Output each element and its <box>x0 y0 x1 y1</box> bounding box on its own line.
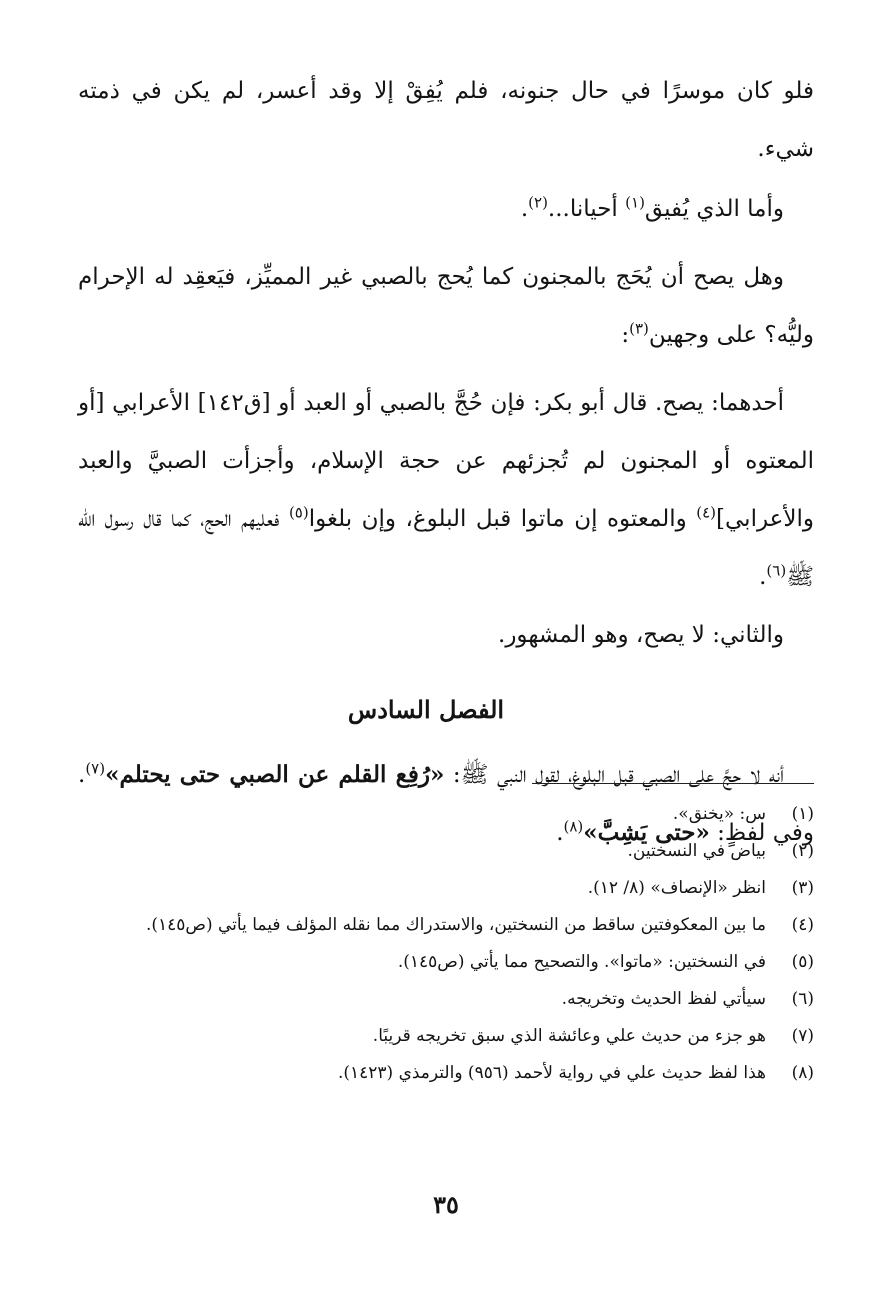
footnote-ref-4[interactable]: (٤) <box>696 503 717 522</box>
paragraph-6-text-a: أنه لا حجَّ على الصبي قبل البلوغ، لقول النبي ﷺ: <box>444 762 784 788</box>
footnote-ref-7[interactable]: (٧) <box>85 759 106 778</box>
paragraph-4-text-d: . <box>759 564 767 590</box>
page-body <box>78 62 814 1262</box>
footnotes-list <box>78 798 814 1094</box>
footnote-divider <box>532 783 814 784</box>
footnote-text: هو جزء من حديث علي وعائشة الذي سبق تخريجه قريبًا. <box>372 1026 766 1046</box>
paragraph-3 <box>78 248 814 364</box>
hadith-quote-2: «حتى يَشِبَّ» <box>583 819 710 846</box>
footnote-number: (٨) <box>791 1063 814 1083</box>
footnote-ref-5[interactable]: (٥) <box>288 503 309 522</box>
footnote-ref-1[interactable]: (١) <box>625 193 645 212</box>
footnote-text: س: «يخنق». <box>672 804 766 824</box>
paragraph-5 <box>78 606 814 664</box>
footnote-text: في النسختين: «ماتوا». والتصحيح مما يأتي (ص١٤٥). <box>397 952 766 972</box>
footnote-item <box>78 835 814 868</box>
paragraph-4 <box>78 374 814 606</box>
footnote-item <box>78 983 814 1016</box>
paragraph-2-text-b: أحيانا... <box>547 196 626 222</box>
footnote-item <box>78 1020 814 1053</box>
footnote-number: (٥) <box>791 952 814 972</box>
footnote-number: (٦) <box>791 989 814 1009</box>
paragraph-2-text-c: . <box>520 196 529 222</box>
footnote-number: (٧) <box>791 1026 814 1046</box>
paragraph-6-text-c: . <box>556 820 564 846</box>
paragraph-4-text-c: فعليهم الحج، كما قال رسول الله ﷺ <box>78 506 814 590</box>
footnote-item <box>78 909 814 942</box>
footnote-number: (١) <box>791 804 814 824</box>
footnote-text: ما بين المعكوفتين ساقط من النسختين، والاستدراك مما نقله المؤلف فيما يأتي (ص١٤٥). <box>145 915 766 935</box>
footnote-text: بياض في النسختين. <box>627 841 766 861</box>
footnote-item <box>78 946 814 979</box>
footnote-text: سيأتي لفظ الحديث وتخريجه. <box>561 989 766 1009</box>
footnote-number: (٣) <box>791 878 814 898</box>
paragraph-6-text-b: . وفي لفظٍ: <box>78 762 814 846</box>
footnote-text: انظر «الإنصاف» (٨/ ١٢). <box>587 878 766 898</box>
footnote-number: (٤) <box>791 915 814 935</box>
paragraph-1-text: فلو كان موسرًا في حال جنونه، فلم يُفِقْ إلا وقد أعسر، لم يكن في ذمته شيء. <box>78 78 814 162</box>
section-heading: الفصل السادس <box>347 695 505 724</box>
footnote-text: هذا لفظ حديث علي في رواية لأحمد (٩٥٦) والترمذي (١٤٢٣). <box>337 1063 766 1083</box>
footnote-ref-2[interactable]: (٢) <box>528 193 548 212</box>
footnote-ref-6[interactable]: (٦) <box>766 561 787 580</box>
footnote-ref-8[interactable]: (٨) <box>563 817 584 836</box>
paragraph-3-text-a: وهل يصح أن يُحَج بالمجنون كما يُحج بالصبي غير المميِّز، فيَعقِد له الإحرام وليُّه؟ على وجهين <box>78 264 814 348</box>
footnote-number: (٢) <box>791 841 814 861</box>
paragraph-1 <box>78 62 814 178</box>
paragraph-2 <box>78 180 814 238</box>
paragraph-3-text-b: : <box>621 322 630 348</box>
footnote-item <box>78 872 814 905</box>
hadith-quote-1: «رُفِع القلم عن الصبي حتى يحتلم» <box>105 761 445 788</box>
footnote-item <box>78 798 814 831</box>
paragraph-4-text-a: أحدهما: يصح. قال أبو بكر: فإن حُجَّ بالصبي أو العبد أو [ق١٤٢] الأعرابي [أو المعتوه أو المجنون لم تُجزئهم عن حجة الإسلام، وأجزأت الصبيَّ والعبد والأعرابي] <box>78 390 814 532</box>
footnote-ref-3[interactable]: (٣) <box>629 319 649 338</box>
paragraph-5-text: والثاني: لا يصح، وهو المشهور. <box>498 622 784 648</box>
page-number: ٣٥ <box>433 1190 459 1219</box>
footnote-item <box>78 1057 814 1090</box>
paragraph-4-text-b: والمعتوه إن ماتوا قبل البلوغ، وإن بلغوا <box>308 506 697 532</box>
paragraph-2-text-a: وأما الذي يُفيق <box>644 196 784 222</box>
